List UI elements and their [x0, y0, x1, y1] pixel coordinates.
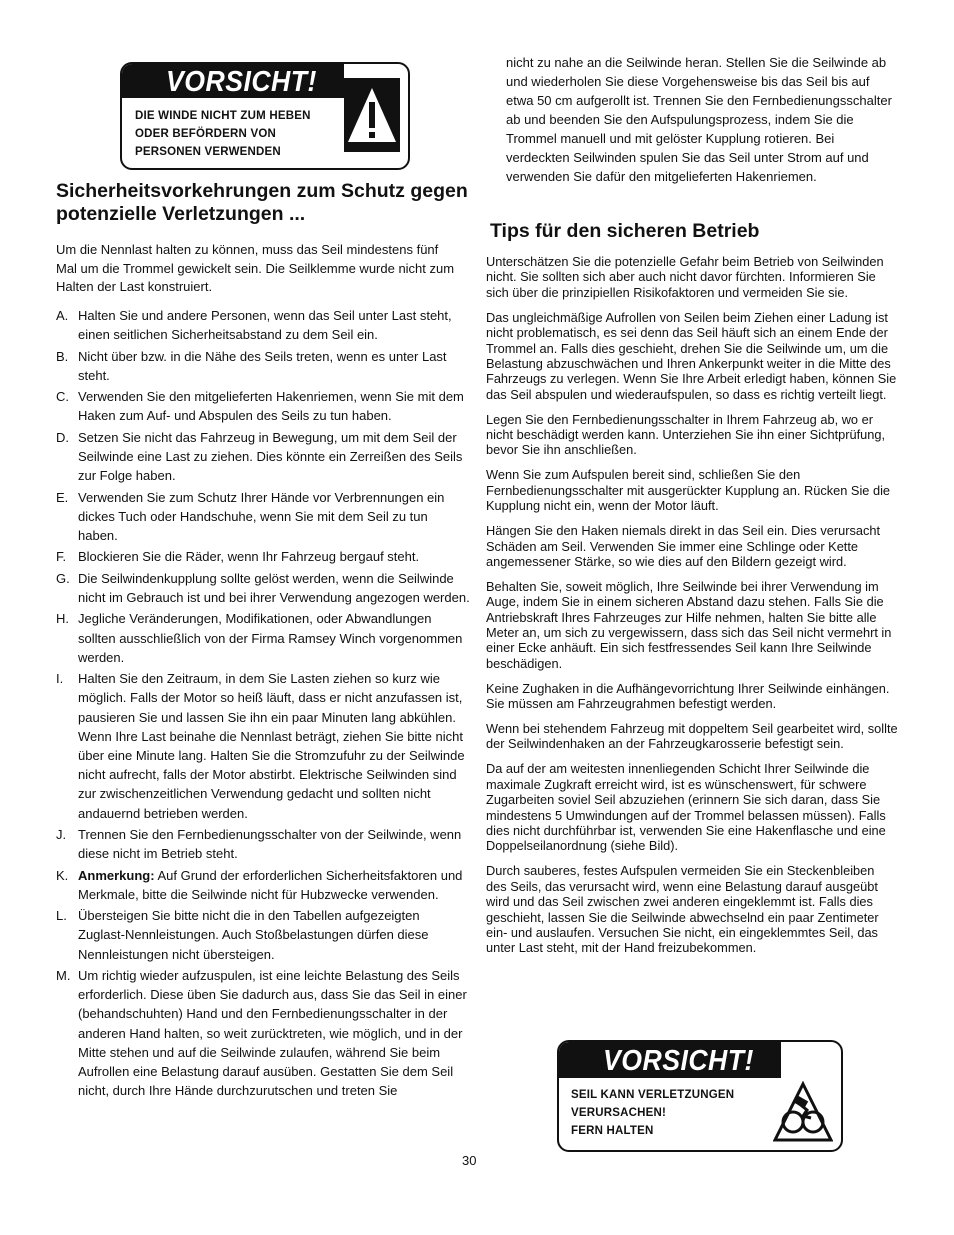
tips-paragraph: Durch sauberes, festes Aufspulen vermeiden Sie ein Steckenbleiben des Seils, das verursacht wird, wenn eine Belastung darauf ausgeübt wird und das Seil zwischen zwei anderen eingeklemmt ist. Falls dies geschieht, lassen Sie die Seilwinde abwechselnd ein paar Zentimeter ein- und auslaufen. Versuchen Sie nicht, ein eingeklemmtes Seil, das unter Last steht, mit der Hand freizubekommen. — [486, 863, 879, 956]
warning-message: DIE WINDE NICHT ZUM HEBEN ODER BEFÖRDERN VON PERSONEN VERWENDEN — [135, 110, 311, 158]
list-item: D. Setzen Sie nicht das Fahrzeug in Bewegung, um mit dem Seil der Seilwinde eine Last zu ziehen. Dies könnte ein Zerreißen des Seils zur Folge haben. — [56, 429, 463, 484]
warning-sign-bottom — [557, 1040, 843, 1152]
warning-title-bar — [122, 64, 344, 98]
tips-paragraph: Wenn bei stehendem Fahrzeug mit doppeltem Seil gearbeitet wird, sollte der Seilwindenhaken an der Fahrzeugkarosserie befestigt sein. — [486, 721, 898, 752]
list-continuation: nicht zu nahe an die Seilwinde heran. Stellen Sie die Seilwinde ab und wiederholen Sie diese Vorgehensweise bis das Seil bis auf etwa 50 cm aufgerollt ist. Trennen Sie den Fernbedienungsschalter ab und beenden Sie den Aufspulungsprozess, indem Sie die Trommel manuell und mit gelöster Kupplung rotieren. Bei verdeckten Seilwinden spulen Sie das Seil unter Strom auf und verwenden Sie dafür den mitgelieferten Hakenriemen. — [506, 55, 892, 184]
tips-paragraph: Legen Sie den Fernbedienungsschalter in Ihrem Fahrzeug ab, wo er nicht beschädigt werden kann. Unterziehen Sie ihn einer Sichtprüfung, bevor Sie ihn anschließen. — [486, 411, 886, 458]
tips-heading: Tips für den sicheren Betrieb — [490, 220, 760, 242]
warning-title-bar — [559, 1042, 781, 1078]
list-item: M. Um richtig wieder aufzuspulen, ist eine leichte Belastung des Seils erforderlich. Diese üben Sie dadurch aus, dass Sie das Seil in einer (behandschuhten) Hand und den Fernbedienungsschalter in der anderen Hand halten, so weit zurücktreten, wie möglich, und in der Mitte stehen und auf die Seilwinde zulaufen, während Sie beim Aufrollen eine Belastung darauf ausüben. Gestatten Sie dem Seil nicht, durch Ihre Hände durchzurutschen und treten Sie — [56, 967, 467, 1099]
warning-title: VORSICHT! — [166, 66, 317, 98]
tips-paragraph: Das ungleichmäßige Aufrollen von Seilen beim Ziehen einer Ladung ist nicht problematisch, es sei denn das Seil häuft sich an einem Ende der Trommel an. Falls dies geschieht, drehen Sie die Seilwinde um, um die Belastung abzuschwächen und Ihren Ankerpunkt weiter in die Mitte des Fahrzeugs zu verlegen. Wenn Sie Ihre Arbeit erledigt haben, können Sie das Seil abspulen und wiederaufspulen, so dass es richtig verteilt liegt. — [486, 309, 897, 402]
tips-body — [486, 254, 898, 965]
warning-title: VORSICHT! — [603, 1045, 754, 1077]
safety-list — [56, 306, 470, 1103]
warning-message: SEIL KANN VERLETZUNGEN VERURSACHEN! FERN HALTEN — [571, 1089, 735, 1137]
list-item: C. Verwenden Sie den mitgelieferten Hakenriemen, wenn Sie mit dem Haken zum Auf- und Abspulen des Seils zu tun haben. — [56, 389, 464, 424]
list-item: H. Jegliche Veränderungen, Modifikationen, oder Abwandlungen sollten ausschließlich von der Firma Ramsey Winch vorgenommen werden. — [56, 611, 463, 665]
tips-paragraph: Hängen Sie den Haken niemals direkt in das Seil ein. Dies verursacht Schäden am Seil. Verwenden Sie immer eine Schlinge oder Kette angemessener Stärke, so wie dies auf den Bildern gezeigt wird. — [486, 523, 881, 569]
list-item: J. Trennen Sie den Fernbedienungsschalter von der Seilwinde, wenn diese nicht im Betrieb steht. — [56, 826, 462, 862]
hand-entanglement-icon — [773, 1080, 833, 1144]
safety-intro: Um die Nennlast halten zu können, muss das Seil mindestens fünf Mal um die Trommel gewickelt sein. Die Seilklemme wurde nicht zum Halten der Last konstruiert. — [56, 242, 455, 294]
note-label: Anmerkung: — [78, 867, 155, 883]
list-item: I. Halten Sie den Zeitraum, in dem Sie Lasten ziehen so kurz wie möglich. Falls der Motor so heiß läuft, dass er nicht anzufassen ist, pausieren Sie und lassen Sie ihn ein paar Minuten lang abkühlen. Wenn Ihre Last beinahe die Nennlast beträgt, ziehen Sie bitte nicht über eine Minute lang. Halten Sie die Stromzufuhr zu der Seilwinde nicht aufrecht, falls der Motor abstirbt. Elektrische Seilwinden sind zur zwischenzeitlichen Verwendung gedacht und sollten nicht andauernd betrieben werden. — [56, 671, 465, 821]
tips-paragraph: Unterschätzen Sie die potenzielle Gefahr beim Betrieb von Seilwinden nicht. Sie sollten sich aber auch nicht davor fürchten. Informieren Sie sich über die prinzipiellen Risikofaktoren und vermeiden Sie sie. — [486, 254, 884, 300]
warning-sign-top — [120, 62, 410, 170]
tips-paragraph: Wenn Sie zum Aufspulen bereit sind, schließen Sie den Fernbedienungsschalter mit ausgerückter Kupplung an. Rücken Sie die Kupplung nicht ein, wenn der Motor läuft. — [486, 467, 891, 514]
tips-paragraph: Da auf der am weitesten innenliegenden Schicht Ihrer Seilwinde die maximale Zugkraft erreicht wird, ist es wünschenswert, für schwere Zugarbeiten soviel Seil abzuziehen (erinnern Sie sich daran, dass Sie mindestens 5 Umwindungen auf der Trommel belassen müssen). Falls dies nicht durchführbar ist, verwenden Sie eine Hakenflasche und eine Doppelseilanordnung (siehe Bild). — [486, 761, 886, 854]
list-item: K. Anmerkung: Auf Grund der erforderlichen Sicherheitsfaktoren und Merkmale, bitte die Seilwinde nicht für Hubzwecke verwenden. — [56, 867, 463, 902]
list-item: A. Halten Sie und andere Personen, wenn das Seil unter Last steht, einen seitlichen Sicherheitsabstand zu dem Seil ein. — [56, 308, 452, 343]
page-number: 30 — [462, 1153, 477, 1168]
warning-triangle-icon — [344, 78, 400, 152]
tips-paragraph: Behalten Sie, soweit möglich, Ihre Seilwinde bei ihrer Verwendung im Auge, indem Sie in einem sicheren Abstand dazu stehen. Falls Sie die Antriebskraft Ihres Fahrzeuges zur Hilfe nehmen, halten Sie bitte alle Meter an, um sich zu vergewissern, dass sich das Seil nicht vermehrt in einer Ecke anhäuft. Ein sich festfressendes Seil kann Ihre Seilwinde beschädigen. — [486, 578, 892, 671]
list-item: E. Verwenden Sie zum Schutz Ihrer Hände vor Verbrennungen ein dickes Tuch oder Handschuhe, wenn Sie mit dem Seil zu tun haben. — [56, 489, 445, 543]
list-item: L. Übersteigen Sie bitte nicht die in den Tabellen aufgezeigten Zuglast-Nennleistungen. Auch Stoßbelastungen dürfen diese Nennleistungen nicht übersteigen. — [56, 908, 429, 962]
safety-heading: Sicherheitsvorkehrungen zum Schutz gegen potenzielle Verletzungen ... — [56, 180, 468, 225]
list-item: G. Die Seilwindenkupplung sollte gelöst werden, wenn die Seilwinde nicht im Gebrauch ist und bei ihrer Verwendung angezogen werden. — [56, 570, 470, 605]
tips-paragraph: Keine Zughaken in die Aufhängevorrichtung Ihrer Seilwinde einhängen. Sie müssen am Fahrzeugrahmen befestigt werden. — [486, 680, 890, 712]
list-item: B. Nicht über bzw. in die Nähe des Seils treten, wenn es unter Last steht. — [56, 348, 447, 383]
list-item: F. Blockieren Sie die Räder, wenn Ihr Fahrzeug bergauf steht. — [56, 549, 420, 565]
